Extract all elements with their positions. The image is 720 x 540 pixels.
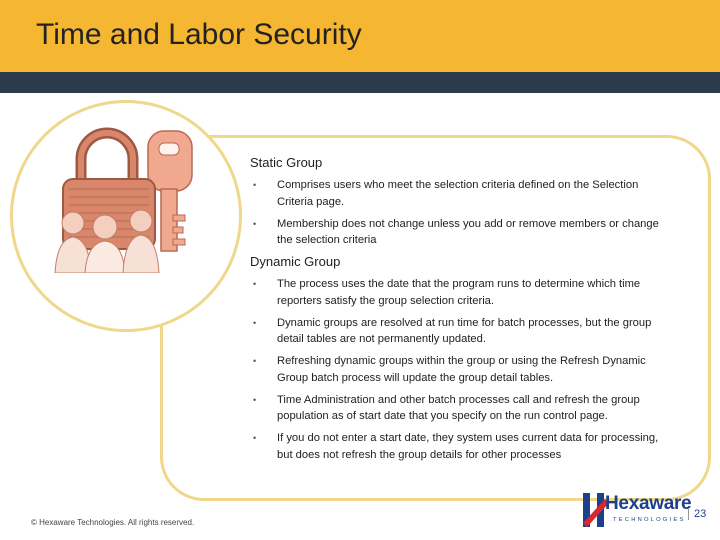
bullet-dot: • <box>253 433 257 443</box>
page-number: 23 <box>688 508 706 520</box>
copyright-text: © Hexaware Technologies. All rights reserved. <box>31 518 195 527</box>
bullet-dot: • <box>253 218 257 229</box>
bullet-item: • If you do not enter a start date, they system uses current data for processing, but does not refresh the group details for other processes <box>253 432 659 461</box>
bullet-dot: • <box>253 394 257 405</box>
static-group-section <box>250 155 670 249</box>
slide-title: Time and Labor Security <box>36 18 362 51</box>
illustration-circle <box>10 100 242 332</box>
section-heading: Static Group <box>250 155 323 170</box>
bullet-item: • The process uses the date that the program runs to determine which time reporters satisfy the group selection criteria. <box>253 278 641 307</box>
bullet-dot: • <box>253 279 257 289</box>
bullet-list <box>250 276 670 463</box>
bullet-item: • Time Administration and other batch processes call and refresh the group population as of start date that you specify on the run control page. <box>253 393 640 422</box>
bullet-item: • Dynamic groups are resolved at run time for batch processes, but the group detail tables are not permanently updated. <box>253 316 652 345</box>
logo-tagline: TECHNOLOGIES <box>613 517 686 523</box>
bullet-dot: • <box>253 317 257 328</box>
people-icon <box>55 210 159 273</box>
bullet-list <box>250 177 670 249</box>
padlock-key-people-icon <box>43 123 213 273</box>
logo-wordmark: Hexaware <box>605 493 692 514</box>
bullet-dot: • <box>253 356 257 366</box>
bullet-dot: • <box>253 180 257 190</box>
content-text <box>250 155 670 469</box>
dynamic-group-section <box>250 254 670 463</box>
hexaware-logo <box>583 493 692 529</box>
section-heading: Dynamic Group <box>250 254 341 269</box>
title-bar <box>0 0 720 72</box>
bullet-item: • Comprises users who meet the selection criteria defined on the Selection Criteria page. <box>253 179 639 208</box>
bullet-item: • Refreshing dynamic groups within the group or using the Refresh Dynamic Group batch process will update the group detail tables. <box>253 355 646 384</box>
header-divider-strip <box>0 72 720 93</box>
bullet-item: • Membership does not change unless you add or remove members or change the selection criteria <box>253 217 659 246</box>
